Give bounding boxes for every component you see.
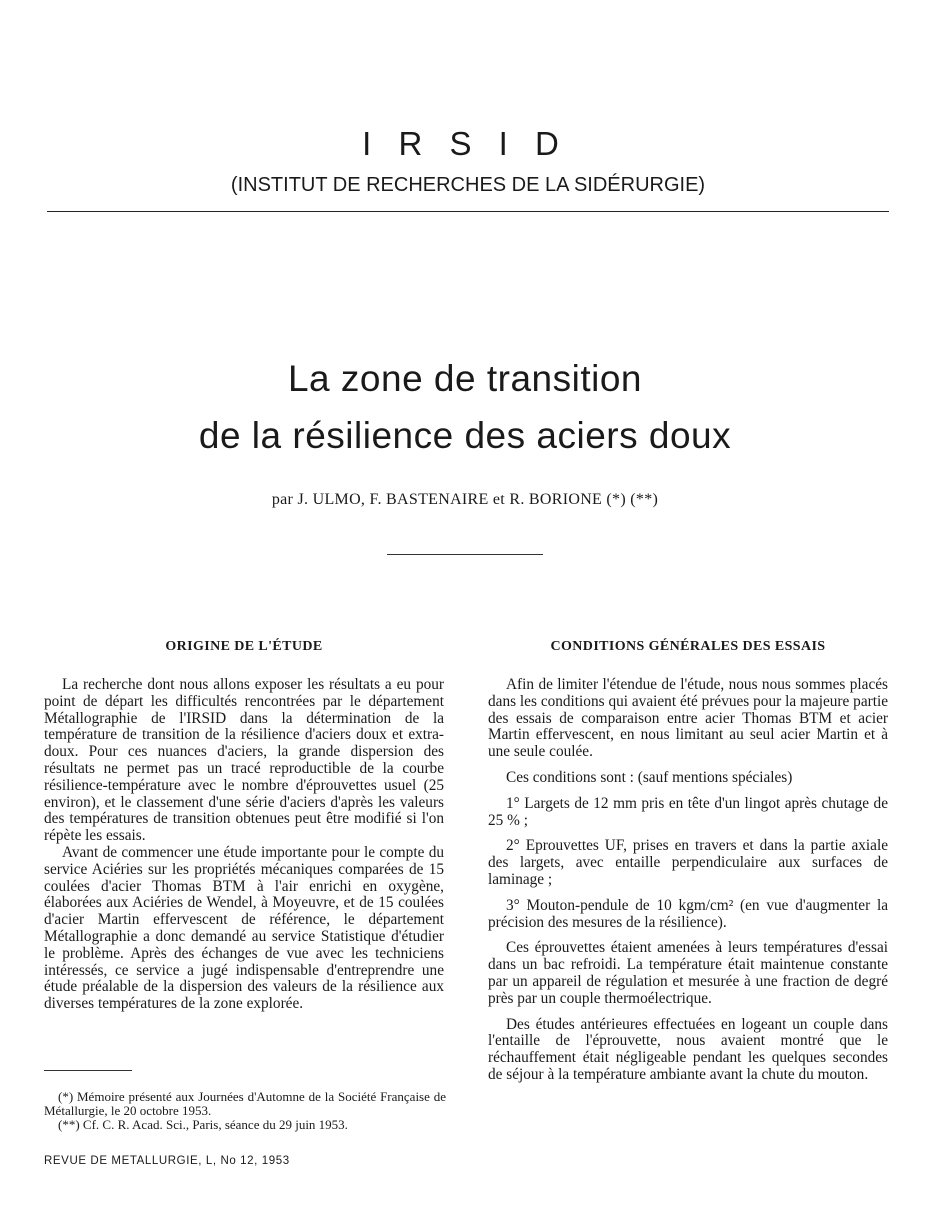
paragraph: La recherche dont nous allons exposer les résultats a eu pour point de départ les difficultés rencontrées par le département Métallographie de l'IRSID dans la détermination de la température de transition de la résilience d'aciers doux et extra-doux. Pour ces nuances d'aciers, la grande dispersion des résultats ne permet pas un tracé reproductible de la courbe résilience-température avec le nombre d'éprouvettes usuel (25 environ), et le classement d'une série d'aciers d'après les valeurs des températures de transition obtenues peut être modifié si l'on répète les essais. xyxy=(44,676,444,845)
footnote-divider xyxy=(44,1070,132,1071)
article-authors: par J. ULMO, F. BASTENAIRE et R. BORIONE (*) (**) xyxy=(271,491,659,508)
article-title-line-2: de la résilience des aciers doux xyxy=(198,415,732,456)
footnote-1: (*) Mémoire présenté aux Journées d'Automne de la Société Française de Métallurgie, le 20 octobre 1953. xyxy=(44,1089,446,1118)
paragraph: Avant de commencer une étude importante pour le compte du service Aciéries sur les propriétés mécaniques comparées de 15 coulées d'acier Thomas BTM à l'air enrichi en oxygène, élaborées aux Aciéries de Wendel, à Moyeuvre, et de 15 coulées d'acier Martin effervescent de référence, le département Métallographie a donc demandé au service Statistique d'étudier le problème. Après des échanges de vue avec les techniciens intéressés, ce service a jugé indispensable d'entreprendre une étude préalable de la dispersion des valeurs de la résilience aux diverses températures de la zone explorée. xyxy=(44,843,444,1013)
article-title-line-1: La zone de transition xyxy=(287,358,642,399)
list-item-1: 1° Largets de 12 mm pris en tête d'un lingot après chutage de 25 % ; xyxy=(488,794,888,829)
header-divider xyxy=(47,211,889,212)
journal-reference: REVUE DE METALLURGIE, L, No 12, 1953 xyxy=(44,1155,290,1167)
paragraph: Ces éprouvettes étaient amenées à leurs températures d'essai dans un bac refroidi. La température était maintenue constante par un appareil de régulation et mesurée à une fraction de degré près par un couple thermoélectrique. xyxy=(488,939,888,1007)
organization-acronym: I R S I D xyxy=(362,125,568,162)
footnote-2: (**) Cf. C. R. Acad. Sci., Paris, séance du 29 juin 1953. xyxy=(58,1117,348,1132)
section-heading-origine: ORIGINE DE L'ÉTUDE xyxy=(165,639,323,654)
article-title xyxy=(0,350,930,464)
title-divider xyxy=(387,554,543,555)
left-column-body xyxy=(44,677,444,1013)
paragraph: Des études antérieures effectuées en logeant un couple dans l'entaille de l'éprouvette, nous avaient montré que le réchauffement était négligeable pendant les quelques secondes de séjour à la température ambiante avant la chute du mouton. xyxy=(488,1015,888,1083)
list-item-3: 3° Mouton-pendule de 10 kgm/cm² (en vue d'augmenter la précision des mesures de la résilience). xyxy=(488,896,888,931)
paragraph: Ces conditions sont : (sauf mentions spéciales) xyxy=(506,768,793,786)
section-heading-conditions: CONDITIONS GÉNÉRALES DES ESSAIS xyxy=(550,639,826,654)
paragraph: Afin de limiter l'étendue de l'étude, nous nous sommes placés dans les conditions qui avaient été prévues pour la majeure partie des essais de comparaison entre acier Thomas BTM et acier Martin effervescent, en nous limitant au seul acier Martin et à une seule coulée. xyxy=(488,676,888,761)
organization-full-name: (INSTITUT DE RECHERCHES DE LA SIDÉRURGIE) xyxy=(230,174,706,196)
right-column-body xyxy=(488,677,888,1093)
footnotes xyxy=(44,1090,446,1132)
list-item-2: 2° Eprouvettes UF, prises en travers et dans la partie axiale des largets, avec entaille perpendiculaire aux surfaces de laminage ; xyxy=(488,837,888,888)
